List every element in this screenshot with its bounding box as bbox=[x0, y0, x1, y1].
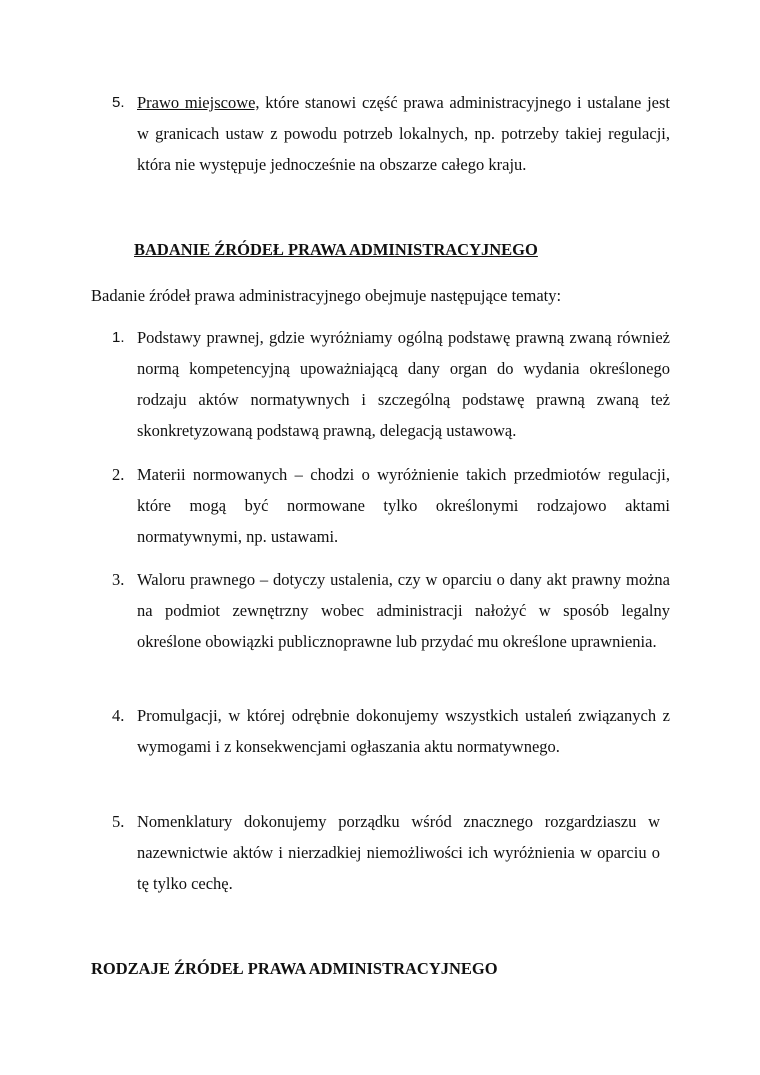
list-item-text: Waloru prawnego – dotyczy ustalenia, czy w oparciu o dany akt prawny można na podmiot zewnętrzny wobec administracji nałożyć w sposób legalny określone obowiązki publicznoprawne lub przydać mu określone uprawnienia. bbox=[137, 570, 670, 651]
list-item-number: 2. bbox=[112, 465, 125, 484]
list-item-text bbox=[137, 87, 670, 180]
list-item bbox=[112, 459, 670, 552]
list-item-text: Nomenklatury dokonujemy porządku wśród znacznego rozgardziaszu w nazewnictwie aktów i nierzadkiej niemożliwości ich wyróżnienia w oparciu o tę tylko cechę. bbox=[137, 812, 660, 893]
list-item-number: 3. bbox=[112, 570, 125, 589]
list-item-text: Materii normowanych – chodzi o wyróżnienie takich przedmiotów regulacji, które mogą być normowane tylko określonymi rodzajowo aktami normatywnymi, np. ustawami. bbox=[137, 465, 670, 546]
list-item-number: 5. bbox=[112, 94, 125, 111]
list-item-number: 4. bbox=[112, 706, 125, 725]
section-heading-badanie: BADANIE ŹRÓDEŁ PRAWA ADMINISTRACYJNEGO bbox=[134, 240, 538, 259]
list-item bbox=[112, 700, 670, 762]
section-heading-rodzaje: RODZAJE ŹRÓDEŁ PRAWA ADMINISTRACYJNEGO bbox=[91, 959, 498, 978]
list-item bbox=[112, 564, 670, 657]
list-item bbox=[112, 87, 670, 180]
list-item-text: Podstawy prawnej, gdzie wyróżniamy ogólną podstawę prawną zwaną również normą kompetencyjną upoważniającą dany organ do wydania określonego rodzaju aktów normatywnych i szczególną podstawę prawną zwaną też skonkretyzowaną podstawą prawną, delegacją ustawową. bbox=[137, 328, 670, 440]
list-item-body: które stanowi część prawa administracyjnego i ustalane jest w granicach ustaw z powodu potrzeb lokalnych, np. potrzeby takiej regulacji, która nie występuje jednocześnie na obszarze całego kraju. bbox=[137, 93, 670, 174]
underlined-term: Prawo miejscowe, bbox=[137, 93, 260, 112]
list-item bbox=[112, 806, 660, 899]
section-intro: Badanie źródeł prawa administracyjnego obejmuje następujące tematy: bbox=[91, 286, 562, 305]
list-item-text: Promulgacji, w której odrębnie dokonujemy wszystkich ustaleń związanych z wymogami i z konsekwencjami ogłaszania aktu normatywnego. bbox=[137, 706, 670, 756]
list-item-number: 1. bbox=[112, 329, 125, 346]
list-item-number: 5. bbox=[112, 812, 125, 831]
list-item bbox=[112, 322, 670, 446]
